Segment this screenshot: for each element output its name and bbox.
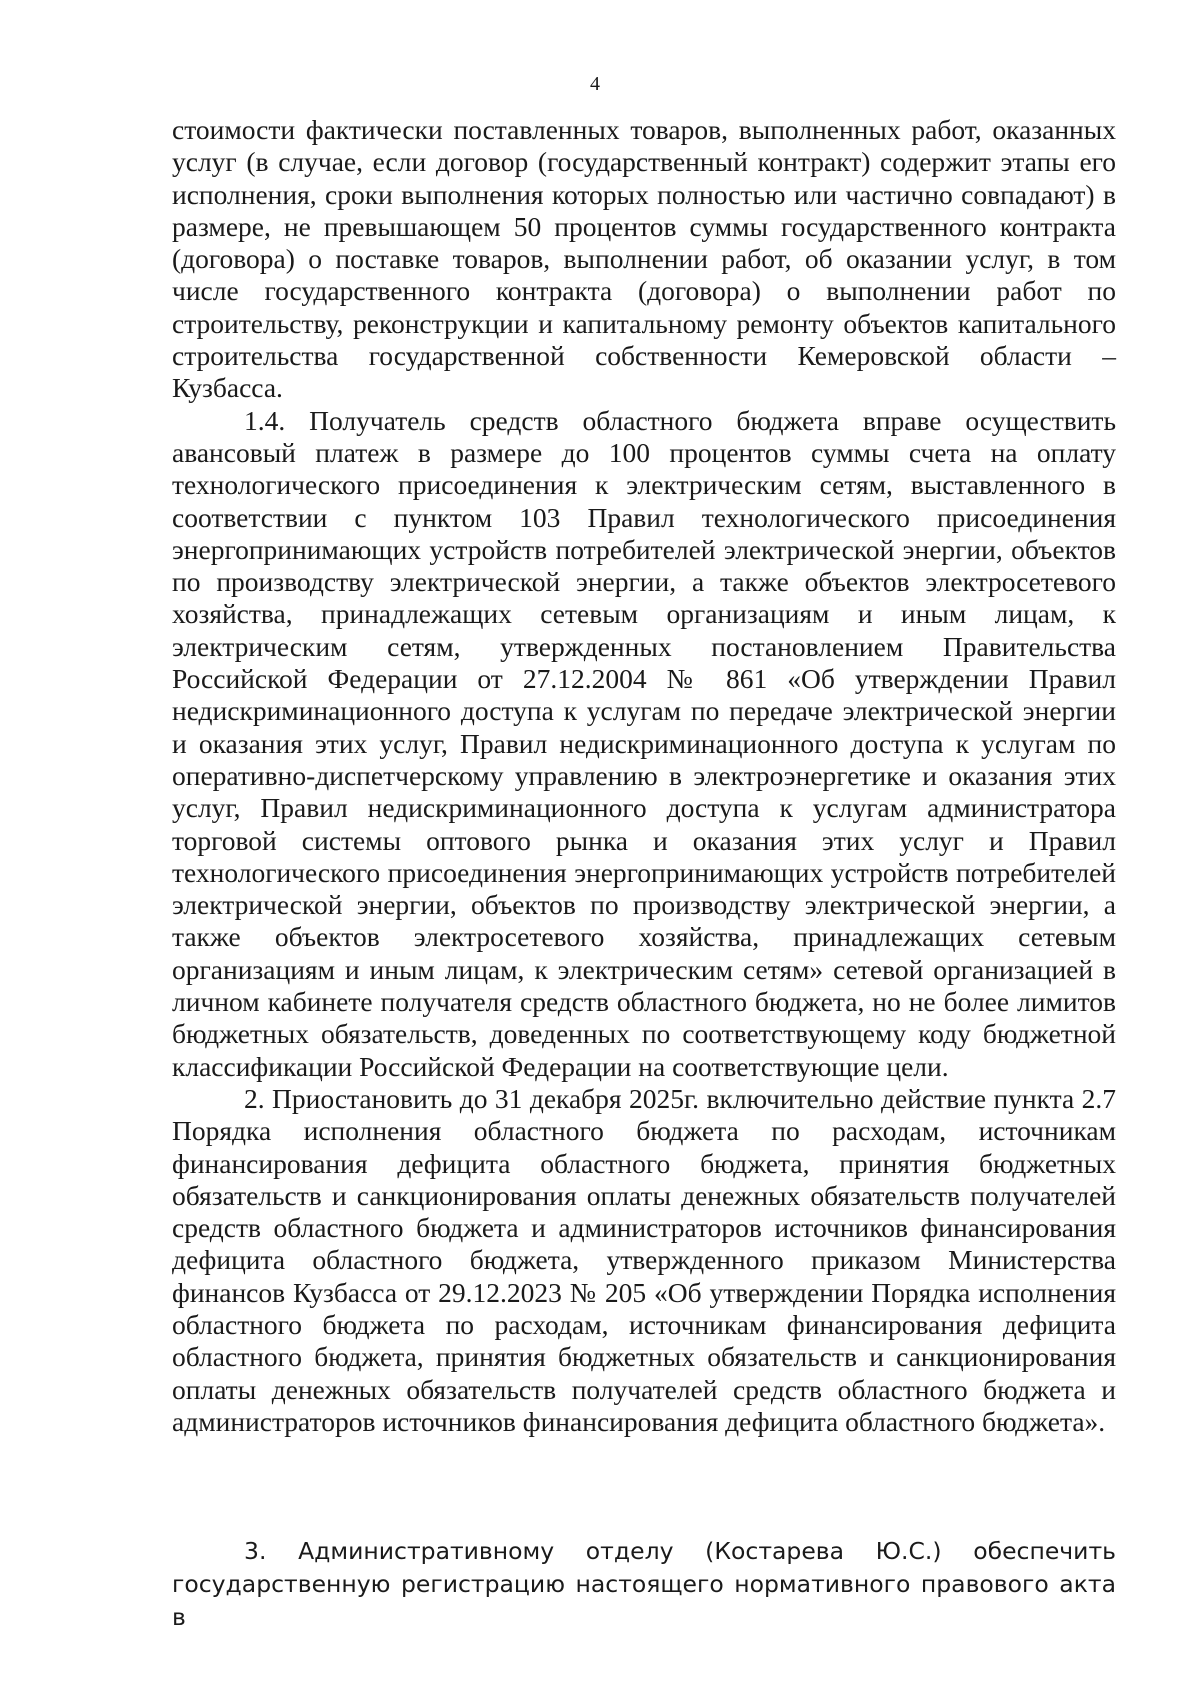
page-number: 4 [590,73,600,95]
paragraph-continuation: стоимости фактически поставленных товаров, выполненных работ, оказанных услуг (в случае, если договор (государственный контракт) содержит этапы его исполнения, сроки выполнения которых полностью или частично совпадают) в размере, не превышающем 50 процентов суммы государственного контракта (договора) о поставке товаров, выполнении работ, об оказании услуг, в том числе государственного контракта (договора) о выполнении работ по строительству, реконструкции и капитальному ремонту объектов капитального строительства государственной собственности Кемеровской области – Кузбасса. [172,114,1116,404]
document-body [172,114,1116,1438]
paragraph-3: 3. Административному отделу (Костарева Ю.С.) обеспечить государственную регистрацию настоящего нормативного правового акта в [172,1537,1116,1631]
paragraph-1-4: 1.4. Получатель средств областного бюджета вправе осуществить авансовый платеж в размере до 100 процентов суммы счета на оплату технологического присоединения к электрическим сетям, выставленного в соответствии с пунктом 103 Правил технологического присоединения энергопринимающих устройств потребителей электрической энергии, объектов по производству электрической энергии, а также объектов электросетевого хозяйства, принадлежащих сетевым организациям и иным лицам, к электрическим сетям, утвержденных постановлением Правительства Российской Федерации от 27.12.2004 № 861 «Об утверждении Правил недискриминационного доступа к услугам по передаче электрической энергии и оказания этих услуг, Правил недискриминационного доступа к услугам по оперативно-диспетчерскому управлению в электроэнергетике и оказания этих услуг, Правил недискриминационного доступа к услугам администратора торговой системы оптового рынка и оказания этих услуг и Правил технологического присоединения энергопринимающих устройств потребителей электрической энергии, объектов по производству электрической энергии, а также объектов электросетевого хозяйства, принадлежащих сетевым организациям и иным лицам, к электрическим сетям» сетевой организацией в личном кабинете получателя средств областного бюджета, но не более лимитов бюджетных обязательств, доведенных по соответствующему коду бюджетной классификации Российской Федерации на соответствующие цели. [172,404,1116,1082]
paragraph-2: 2. Приостановить до 31 декабря 2025г. включительно действие пункта 2.7 Порядка исполнения областного бюджета по расходам, источникам финансирования дефицита областного бюджета, принятия бюджетных обязательств и санкционирования оплаты денежных обязательств получателей средств областного бюджета и администраторов источников финансирования дефицита областного бюджета, утвержденного приказом Министерства финансов Кузбасса от 29.12.2023 № 205 «Об утверждении Порядка исполнения областного бюджета по расходам, источникам финансирования дефицита областного бюджета, принятия бюджетных обязательств и санкционирования оплаты денежных обязательств получателей средств областного бюджета и администраторов источников финансирования дефицита областного бюджета». [172,1082,1116,1437]
